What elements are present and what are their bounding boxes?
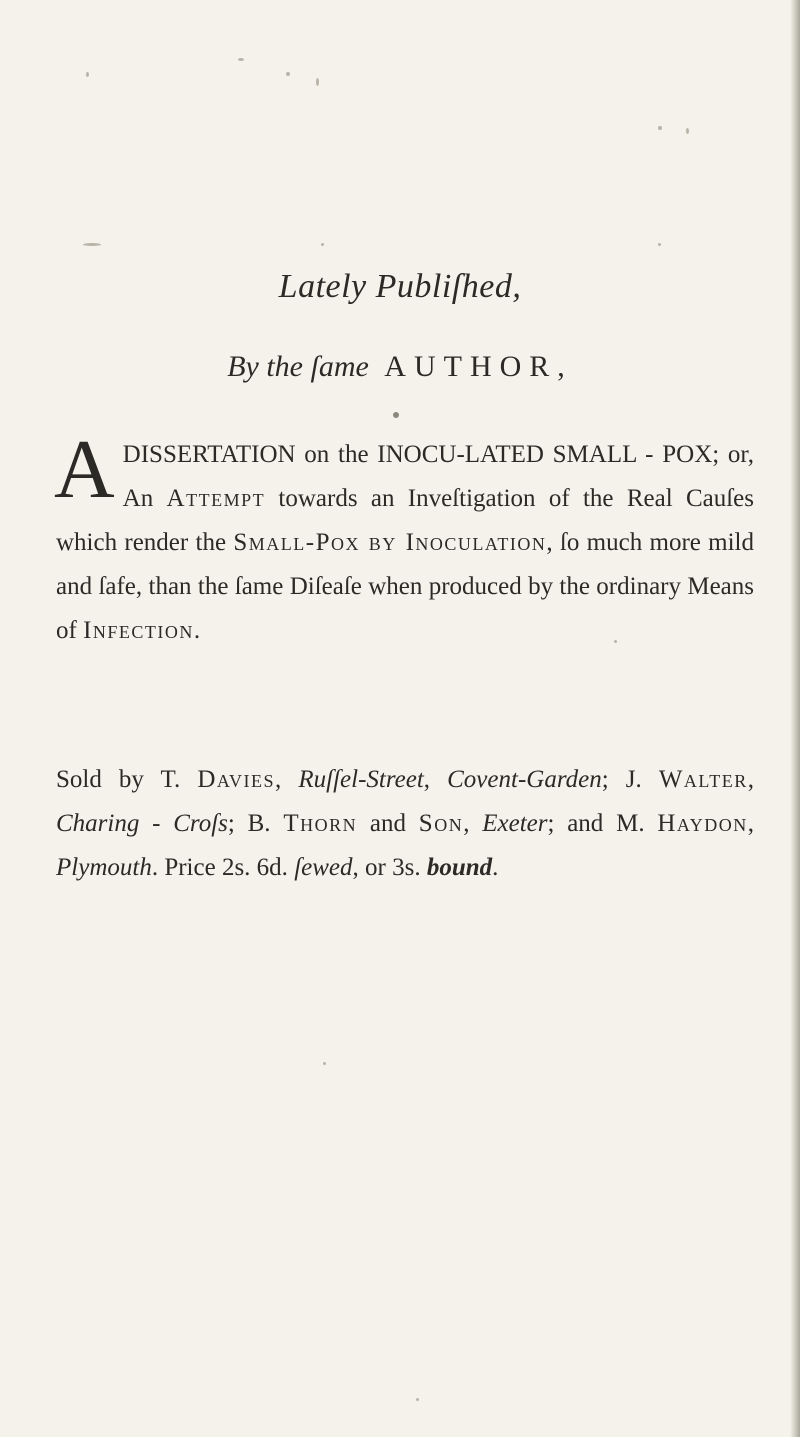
bookseller-walter: Walter <box>658 766 748 793</box>
sold-text: ; and M. <box>547 810 658 837</box>
paper-speck <box>83 243 101 246</box>
author-byline <box>0 350 800 384</box>
sold-text: ; B. <box>227 810 284 837</box>
sold-text: . <box>492 854 499 881</box>
ornament-dot <box>393 412 399 418</box>
sold-text: , <box>747 810 755 837</box>
paper-speck <box>686 128 689 134</box>
sold-text: , <box>747 766 754 793</box>
bound-word: bound <box>426 854 493 881</box>
byline-author: AUTHOR, <box>384 350 573 383</box>
sold-text: Sold by T. <box>56 766 198 793</box>
infection-word: Infection <box>83 617 194 644</box>
dissertation-text: towards an Inveſtigation of the Real Cauſes which render the <box>56 485 754 556</box>
paper-speck <box>658 243 661 246</box>
paper-speck <box>286 72 290 76</box>
page-edge-shadow <box>790 0 800 1437</box>
drop-cap: A <box>54 423 115 516</box>
dissertation-text: . <box>193 617 201 644</box>
dissertation-title: DISSERTATION on the INOCU-LATED SMALL - POX; or, An <box>122 441 754 512</box>
sold-text: , <box>423 766 448 793</box>
bookseller-davies: Davies <box>197 766 276 793</box>
smallpox-inoculation-phrase: Small-Pox by Inoculation <box>233 529 547 556</box>
sold-by-paragraph <box>56 758 754 890</box>
place-plymouth: Plymouth <box>56 854 152 881</box>
sold-text: , <box>275 766 299 793</box>
dissertation-description <box>54 423 754 653</box>
place-russel-street: Ruſſel-Street <box>298 766 424 793</box>
place-exeter: Exeter <box>482 810 548 837</box>
paper-speck <box>658 126 662 130</box>
paper-speck <box>238 58 244 61</box>
place-charing-cross: Charing - Croſs <box>56 810 228 837</box>
price-text: , or 3s. <box>352 854 427 881</box>
byline-prefix: By the ſame <box>227 350 369 383</box>
bookseller-son: Son <box>418 810 464 837</box>
bookseller-haydon: Haydon <box>657 810 748 837</box>
sold-text: , <box>463 810 483 837</box>
paper-speck <box>416 1398 419 1401</box>
bookseller-thorn: Thorn <box>283 810 358 837</box>
paper-speck <box>323 1062 326 1065</box>
attempt-word: Attempt <box>166 485 266 512</box>
sold-text: ; J. <box>601 766 659 793</box>
place-covent-garden: Covent-Garden <box>447 766 602 793</box>
sold-text: and <box>357 810 419 837</box>
paper-speck <box>321 243 324 246</box>
paper-speck <box>316 78 319 86</box>
dissertation-text: , ſo much more mild and ſafe, than the ſame Diſeaſe when produced by the ordinary Means of <box>56 529 754 644</box>
lately-published-heading: Lately Publiſhed, <box>278 268 522 305</box>
paper-speck <box>86 72 89 77</box>
sewed-word: ſewed <box>294 854 353 881</box>
price-text: . Price 2s. 6d. <box>151 854 295 881</box>
